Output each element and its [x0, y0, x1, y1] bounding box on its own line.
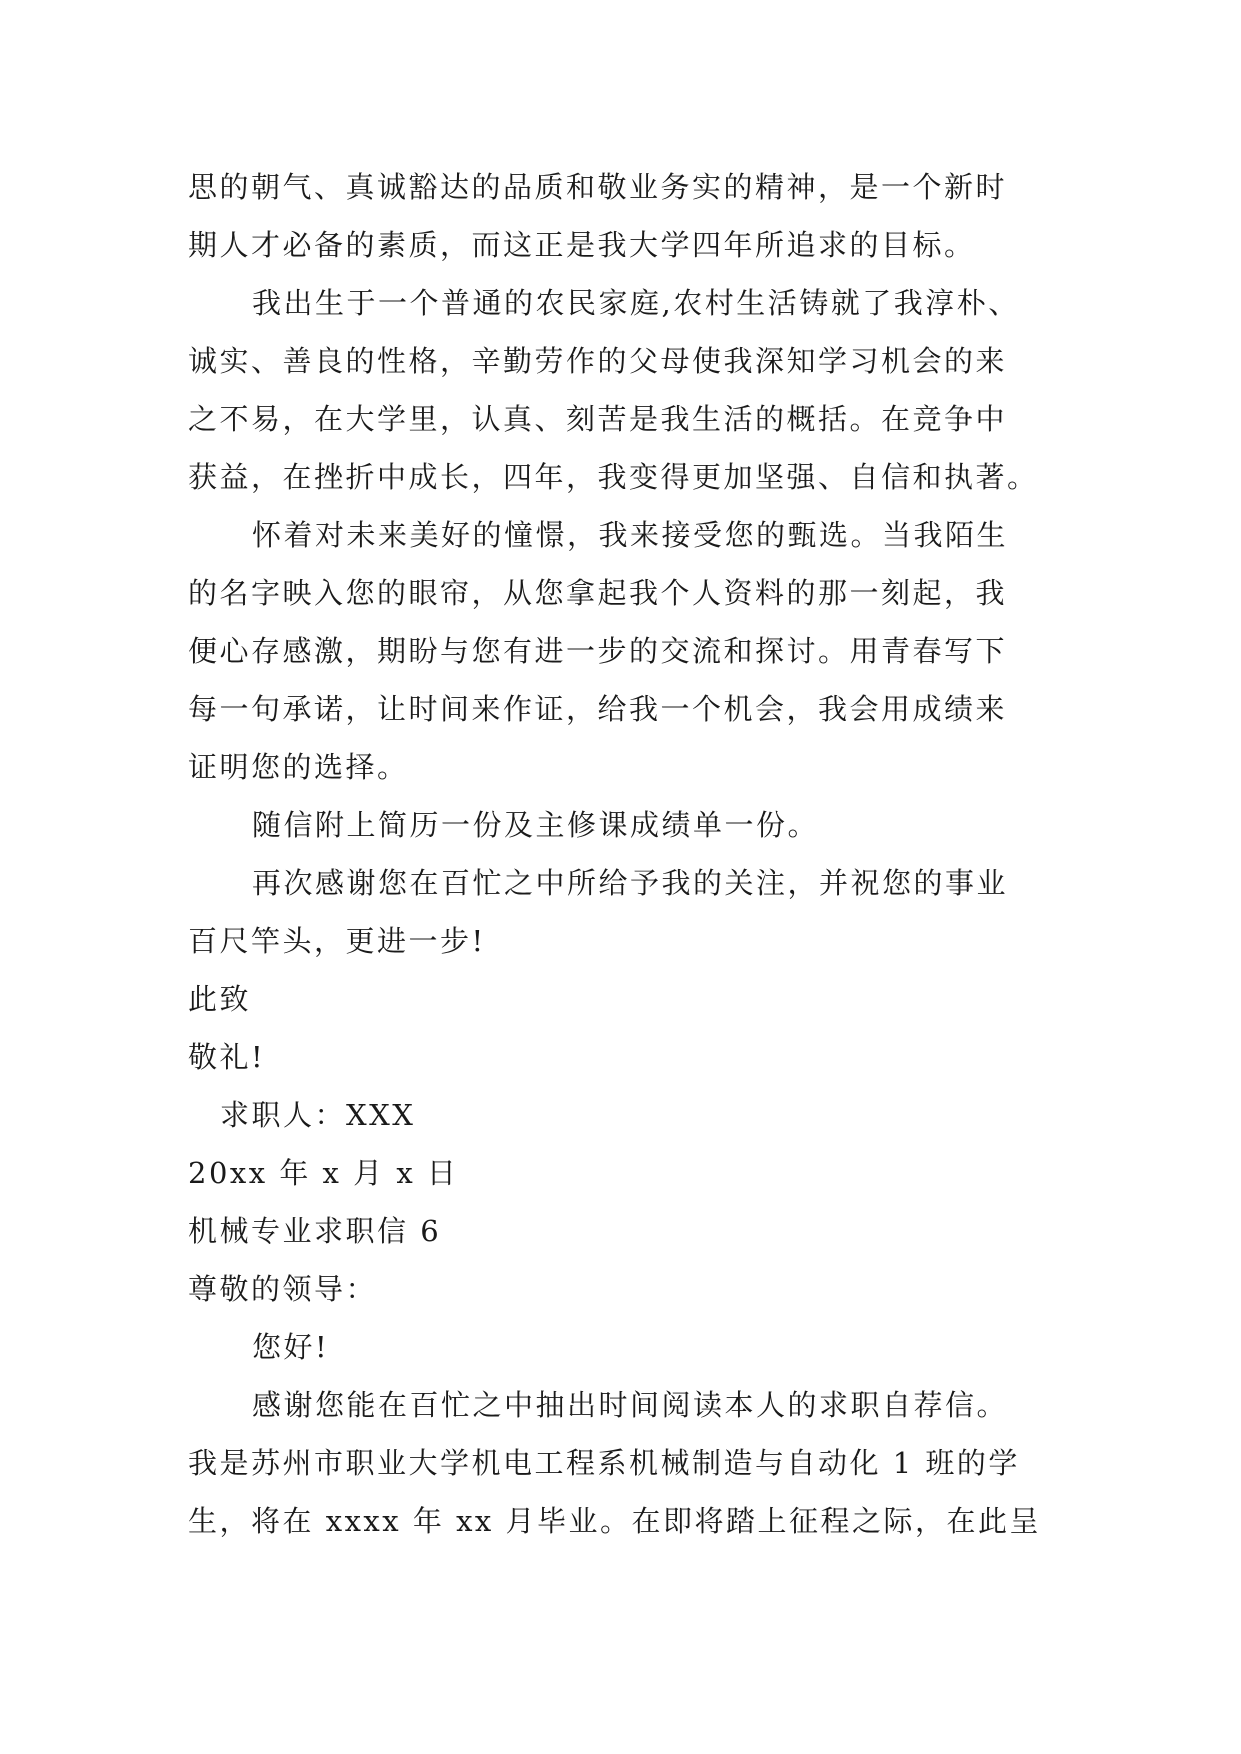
text-line: 感谢您能在百忙之中抽出时间阅读本人的求职自荐信。 — [252, 1388, 1009, 1422]
closing-regards: 敬礼! — [188, 1040, 266, 1074]
text-line: 生，将在 xxxx 年 xx 月毕业。在即将踏上征程之际，在此呈 — [188, 1504, 1042, 1538]
greeting: 您好! — [252, 1330, 330, 1364]
letter-salutation: 尊敬的领导： — [188, 1272, 378, 1306]
text-line: 每一句承诺，让时间来作证，给我一个机会，我会用成绩来 — [188, 692, 1008, 726]
text-line: 获益，在挫折中成长，四年，我变得更加坚强、自信和执著。 — [188, 460, 1039, 494]
letter-date: 20xx 年 x 月 x 日 — [188, 1156, 459, 1190]
text-line: 随信附上简历一份及主修课成绩单一份。 — [252, 808, 820, 842]
text-line: 思的朝气、真诚豁达的品质和敬业务实的精神，是一个新时 — [188, 170, 1008, 204]
section-title: 机械专业求职信 6 — [188, 1214, 442, 1248]
closing-salutation: 此致 — [188, 982, 252, 1016]
text-line: 我出生于一个普通的农民家庭,农村生活铸就了我淳朴、 — [252, 286, 1020, 320]
text-line: 期人才必备的素质，而这正是我大学四年所追求的目标。 — [188, 228, 976, 262]
signature-applicant: 求职人：XXX — [220, 1098, 416, 1132]
text-line: 我是苏州市职业大学机电工程系机械制造与自动化 1 班的学 — [188, 1446, 1020, 1480]
text-line: 百尺竿头，更进一步! — [188, 924, 486, 958]
text-line: 的名字映入您的眼帘，从您拿起我个人资料的那一刻起，我 — [188, 576, 1008, 610]
text-line: 诚实、善良的性格，辛勤劳作的父母使我深知学习机会的来 — [188, 344, 1008, 378]
text-line: 证明您的选择。 — [188, 750, 409, 784]
text-line: 怀着对未来美好的憧憬，我来接受您的甄选。当我陌生 — [252, 518, 1009, 552]
text-line: 再次感谢您在百忙之中所给予我的关注，并祝您的事业 — [252, 866, 1009, 900]
letter-body — [188, 158, 1088, 1550]
text-line: 便心存感激，期盼与您有进一步的交流和探讨。用青春写下 — [188, 634, 1008, 668]
text-line: 之不易，在大学里，认真、刻苦是我生活的概括。在竞争中 — [188, 402, 1008, 436]
